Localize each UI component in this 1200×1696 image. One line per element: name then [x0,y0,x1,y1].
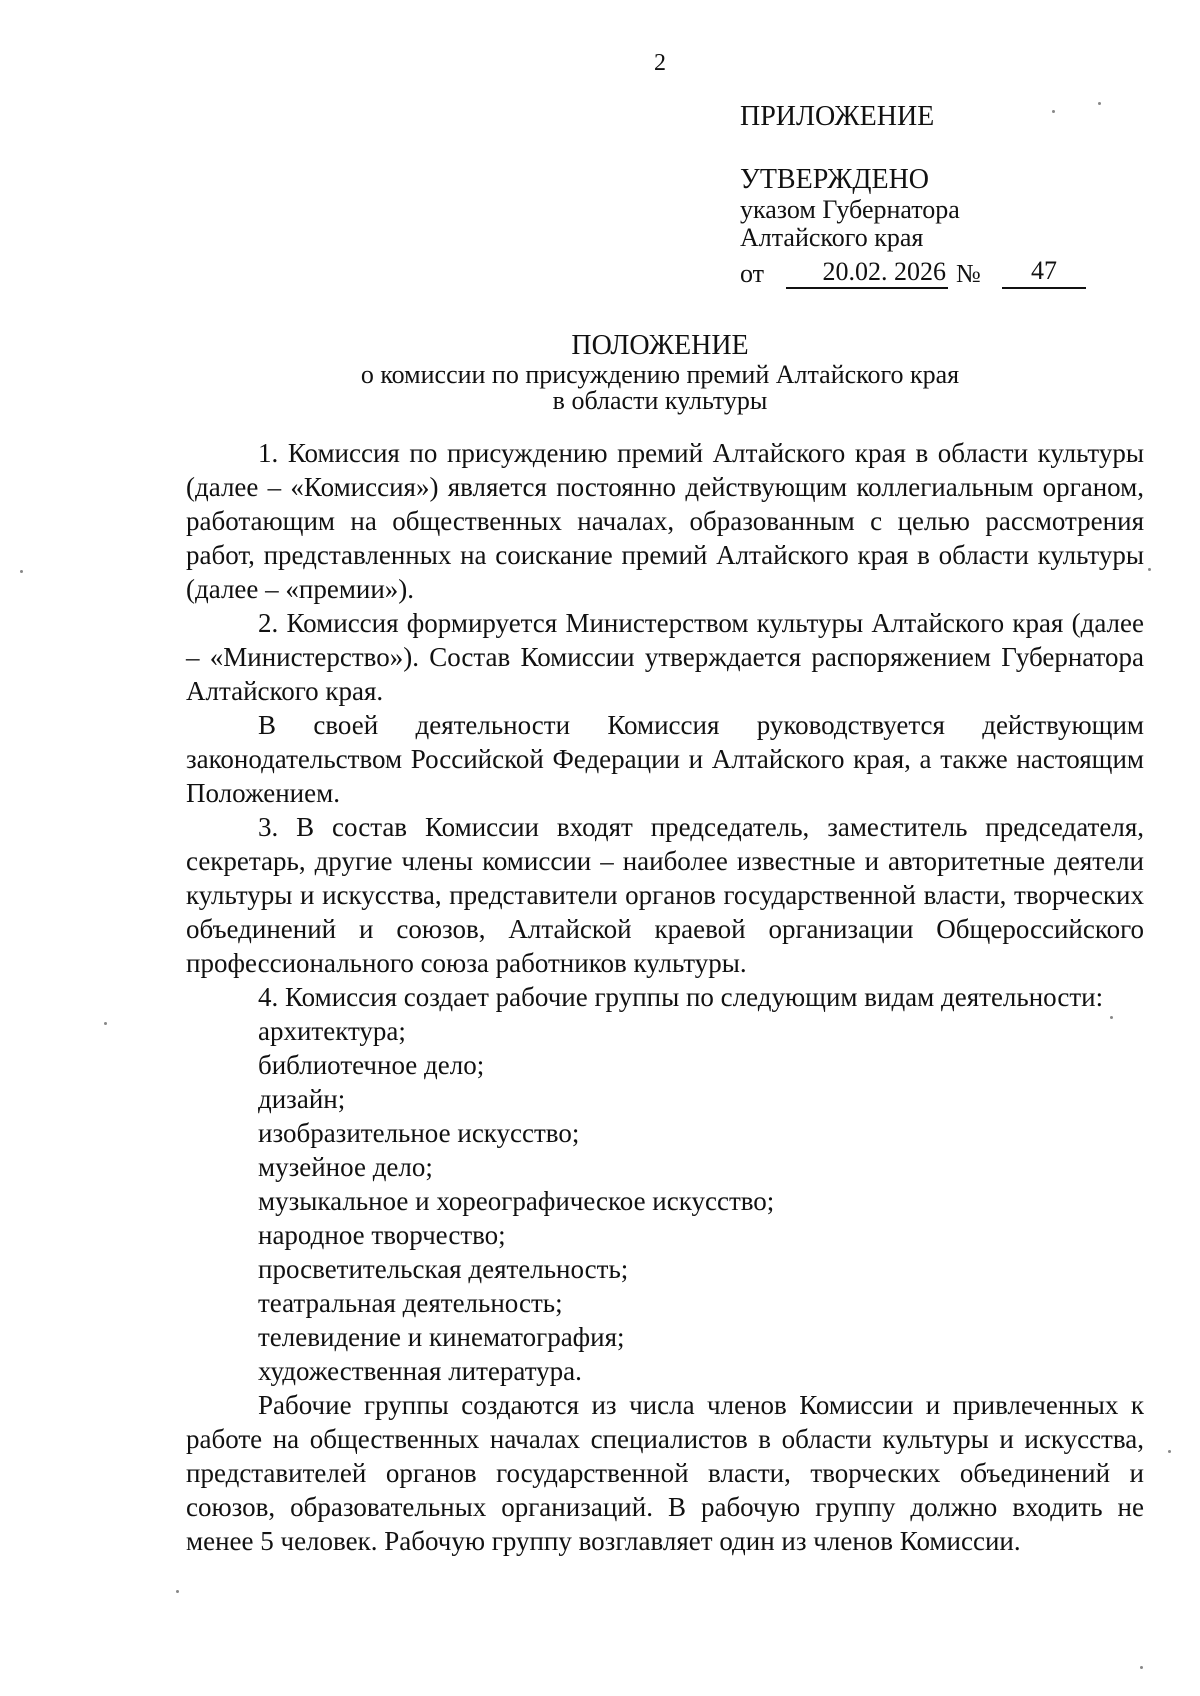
list-item: музыкальное и хореографическое искусство; [258,1186,775,1216]
decree-number: 47 [1002,256,1086,289]
approved-by-line-1: указом Губернатора [740,195,960,224]
scan-speck [1098,102,1101,105]
list-item: народное творчество; [258,1220,506,1250]
paragraph-4: 3. В состав Комиссии входят председатель, заместитель председателя, секретарь, другие члены комиссии – наиболее известные и авторитетные деятели культуры и искусства, представители органов государственной власти, творческих объединений и союзов, Алтайской краевой организации Общероссийского профессионального союза работников культуры. [186,812,1144,978]
scan-speck [1052,110,1055,113]
list-item: просветительская деятельность; [258,1254,629,1284]
paragraph-6: Рабочие группы создаются из числа членов Комиссии и привлеченных к работе на общественных началах специалистов в области культуры и искусства, представителей органов государственной власти, творческих объединений и союзов, образовательных организаций. В рабочую группу должно входить не менее 5 человек. Рабочую группу возглавляет один из членов Комиссии. [186,1390,1144,1556]
scan-speck [1110,1016,1113,1019]
decree-date: 20.02. 2026 [786,257,948,289]
approved-by-line-2: Алтайского края [740,223,924,252]
list-item: телевидение и кинематография; [258,1322,625,1352]
scan-speck [1148,568,1151,571]
list-item: театральная деятельность; [258,1288,563,1318]
page-number: 2 [654,50,666,76]
scan-speck [20,570,23,573]
document-title-block [120,330,1200,414]
list-item: музейное дело; [258,1152,433,1182]
scan-speck [1140,1666,1143,1669]
appendix-label: ПРИЛОЖЕНИЕ [740,101,935,132]
scan-speck [1168,1450,1171,1453]
approved-label: УТВЕРЖДЕНО [740,164,930,195]
number-sign: № [956,259,981,288]
list-item: художественная литература. [258,1356,582,1386]
list-item: архитектура; [258,1016,406,1046]
scan-speck [176,1590,179,1593]
list-item: изобразительное искусство; [258,1118,580,1148]
document-title: ПОЛОЖЕНИЕ [571,330,749,361]
paragraph-5: 4. Комиссия создает рабочие группы по следующим видам деятельности: [258,982,1104,1012]
document-subtitle-line-1: о комиссии по присуждению премий Алтайского края [360,360,960,389]
list-item: библиотечное дело; [258,1050,485,1080]
document-subtitle-line-2: в области культуры [552,386,768,415]
document-body [186,436,1144,1558]
list-item: дизайн; [258,1084,346,1114]
date-prefix: от [740,259,765,288]
scan-speck [104,1022,107,1025]
approval-stamp-block [740,100,1140,289]
decree-date-row [740,256,1140,289]
paragraph-1: 1. Комиссия по присуждению премий Алтайского края в области культуры (далее – «Комиссия») является постоянно действующим коллегиальным органом, работающим на общественных началах, образованным с целью рассмотрения работ, представленных на соискание премий Алтайского края в области культуры (далее – «премии»). [186,438,1144,604]
paragraph-2: 2. Комиссия формируется Министерством культуры Алтайского края (далее – «Министерство»). Состав Комиссии утверждается распоряжением Губернатора Алтайского края. [186,608,1144,706]
paragraph-3: В своей деятельности Комиссия руководствуется действующим законодательством Российской Федерации и Алтайского края, а также настоящим Положением. [186,710,1144,808]
activities-list [186,1014,1144,1388]
